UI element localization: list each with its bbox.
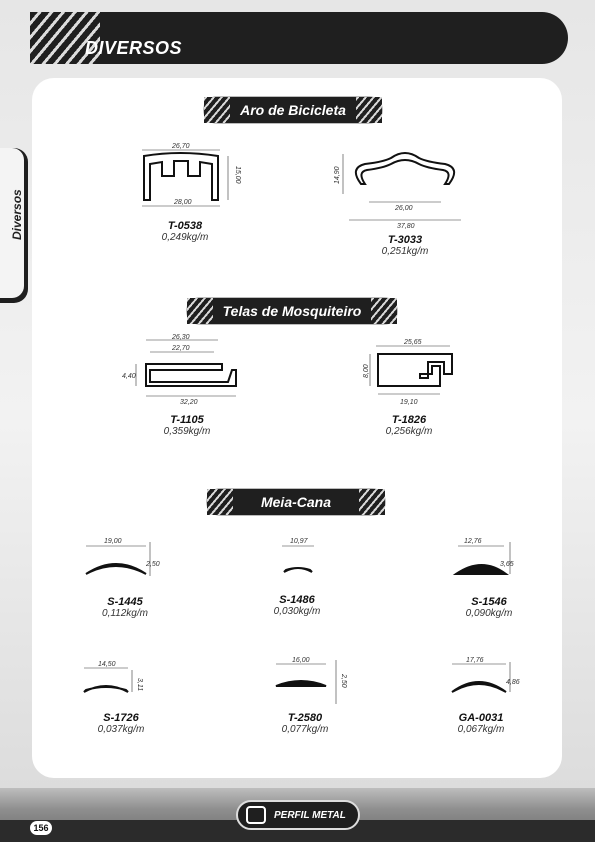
svg-text:3,11: 3,11 <box>136 678 143 692</box>
svg-text:16,00: 16,00 <box>292 657 310 664</box>
section-title-meia-cana: Meia-Cana <box>207 489 385 515</box>
product-weight: 0,112kg/m <box>102 608 148 619</box>
product-s-1726 <box>56 652 186 735</box>
product-weight: 0,030kg/m <box>273 606 321 617</box>
product-t-2580 <box>240 652 370 735</box>
profile-drawing <box>60 532 190 594</box>
svg-text:8,00: 8,00 <box>363 364 370 378</box>
product-weight: 0,251kg/m <box>381 246 429 257</box>
product-ga-0031 <box>416 652 546 735</box>
product-weight: 0,359kg/m <box>163 426 211 437</box>
profile-drawing <box>344 334 474 412</box>
svg-text:37,80: 37,80 <box>397 223 415 230</box>
profile-drawing <box>424 532 554 594</box>
product-code: T-2580 <box>287 712 323 724</box>
svg-text:4,40: 4,40 <box>122 373 136 380</box>
product-code: S-1546 <box>471 596 507 608</box>
svg-text:14,50: 14,50 <box>98 661 116 668</box>
product-t-3033 <box>335 146 475 257</box>
product-weight: 0,249kg/m <box>161 232 209 243</box>
product-t-0538 <box>120 140 250 243</box>
profile-drawing <box>122 334 252 412</box>
svg-text:26,70: 26,70 <box>172 143 190 150</box>
svg-text:25,65: 25,65 <box>404 339 422 346</box>
svg-text:2,50: 2,50 <box>340 674 347 688</box>
brand-profile-icon <box>246 806 266 824</box>
svg-text:28,00: 28,00 <box>174 199 192 206</box>
page-title: DIVERSOS <box>85 38 183 58</box>
svg-text:19,00: 19,00 <box>104 538 122 545</box>
product-code: S-1726 <box>103 712 139 724</box>
profile-drawing <box>416 652 546 710</box>
product-weight: 0,077kg/m <box>281 724 329 735</box>
page-number: 156 <box>30 821 52 835</box>
product-s-1486 <box>232 532 362 617</box>
product-code: T-1105 <box>170 414 204 426</box>
profile-drawing <box>240 652 370 710</box>
product-weight: 0,067kg/m <box>457 724 505 735</box>
svg-text:4,86: 4,86 <box>506 679 520 686</box>
svg-text:12,76: 12,76 <box>464 538 482 545</box>
svg-text:26,30: 26,30 <box>172 334 190 341</box>
product-code: T-1826 <box>391 414 427 426</box>
profile-drawing <box>232 532 362 592</box>
product-code: S-1486 <box>279 594 315 606</box>
section-title-aro: Aro de Bicicleta <box>204 97 382 123</box>
product-weight: 0,090kg/m <box>465 608 513 619</box>
svg-text:17,76: 17,76 <box>466 657 484 664</box>
svg-text:15,00: 15,00 <box>234 166 241 184</box>
product-weight: 0,037kg/m <box>97 724 145 735</box>
svg-text:10,97: 10,97 <box>290 538 308 545</box>
svg-text:26,00: 26,00 <box>395 205 413 212</box>
svg-text:19,10: 19,10 <box>400 399 418 406</box>
svg-text:22,70: 22,70 <box>172 345 190 352</box>
profile-drawing <box>335 146 475 232</box>
brand-logo <box>236 800 360 830</box>
svg-text:14,90: 14,90 <box>334 166 341 184</box>
product-t-1105 <box>122 334 252 437</box>
product-code: GA-0031 <box>458 712 504 724</box>
svg-text:2,50: 2,50 <box>146 561 160 568</box>
brand-name: PERFIL METAL <box>274 810 346 821</box>
product-code: T-0538 <box>167 220 203 232</box>
svg-text:32,20: 32,20 <box>180 399 198 406</box>
product-t-1826 <box>344 334 474 437</box>
product-code: T-3033 <box>387 234 423 246</box>
header-bar <box>30 12 568 64</box>
product-s-1546 <box>424 532 554 619</box>
section-title-telas: Telas de Mosquiteiro <box>187 298 397 324</box>
svg-text:3,65: 3,65 <box>500 561 514 568</box>
product-code: S-1445 <box>107 596 143 608</box>
product-weight: 0,256kg/m <box>385 426 433 437</box>
product-s-1445 <box>60 532 190 619</box>
side-tab-label: Diversos <box>10 189 24 240</box>
profile-drawing <box>56 652 186 710</box>
profile-drawing <box>120 140 250 218</box>
